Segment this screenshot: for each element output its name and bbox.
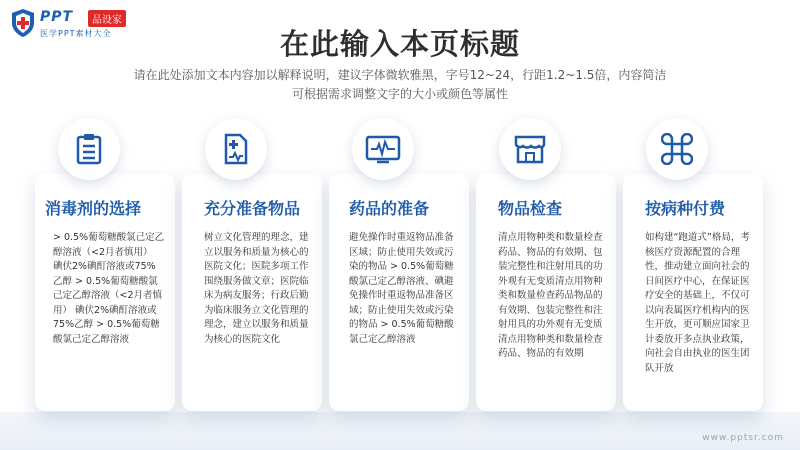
- logo-badge: 品设家: [88, 10, 126, 27]
- heart-monitor-icon: [352, 118, 414, 180]
- medical-report-icon: [205, 118, 267, 180]
- card-body: 避免操作时重返物品准备区域；防止使用失效或污染的物品 > 0.5%葡萄糖酸氯己定乙醇溶液、碘避免操作时重返物品准备区域；防止使用失效或污染的物品 > 0.5%葡萄糖酸氯己定乙醇溶液: [349, 232, 454, 345]
- card-medicine-prep: [329, 174, 469, 411]
- card-body: 树立文化管理的理念，建立以服务和质量为核心的医院文化；医院多项工作围绕服务做文章；医院临床为病友服务；行政后勤为临床服务立文化管理的理念，建立以服务和质量为核心的医院文化: [204, 232, 309, 345]
- logo-brand-text: PPT: [40, 9, 74, 25]
- clipboard-icon: [58, 118, 120, 180]
- heart-monitor-icon-svg: [365, 134, 401, 164]
- command-icon: [646, 118, 708, 180]
- card-body: 清点用物种类和数量检查药品、物品的有效期、包装完整性和注射用具的功外观有无变质清点用物种类和数量检查药品物品的有效期、包装完整性和注射用具的功外观有无变质清点用物种类和数量检查药品、物品的有效期: [498, 232, 603, 359]
- bottom-band: [0, 412, 800, 450]
- card-disinfectant: [35, 174, 175, 411]
- command-icon-svg: [661, 133, 693, 165]
- clipboard-icon-svg: [74, 133, 104, 165]
- subtitle-line-2: 可根据需求调整文字的大小或颜色等属性: [291, 87, 508, 101]
- page-subtitle: [90, 66, 710, 104]
- card-body: 如构建“跑道式”格局，考核医疗资源配置的合理性，推动建立面向社会的日间医疗中心，在保证医疗安全的基础上，不仅可以向表属医疗机构内的医生开放，更可顺应国家卫计委放开多点执业政策，向社会自由执业的医生团队开放: [645, 232, 750, 374]
- page-title: 在此输入本页标题: [279, 27, 520, 61]
- subtitle-line-1: 请在此处添加文本内容加以解释说明，建议字体微软雅黑，字号12~24，行距1.2~1.5倍，内容简洁: [133, 68, 667, 82]
- medical-report-icon-svg: [221, 133, 251, 165]
- shop-icon: [499, 118, 561, 180]
- card-title: 药品的准备: [349, 199, 430, 218]
- card-title: 物品检查: [498, 199, 563, 218]
- card-title: 按病种付费: [645, 199, 726, 218]
- logo-tagline: 医学PPT素材大全: [40, 29, 112, 38]
- card-prepare-items: [182, 174, 322, 411]
- shop-icon-svg: [513, 134, 547, 164]
- card-payment: [623, 174, 763, 411]
- card-item-check: [476, 174, 616, 411]
- card-title: 充分准备物品: [204, 199, 301, 218]
- watermark: www.pptsr.com: [702, 433, 784, 443]
- card-title: 消毒剂的选择: [45, 199, 142, 218]
- card-body: > 0.5%葡萄糖酸氯己定乙醇溶液（<2月者慎用） 碘伏2%碘酊溶液或75%乙醇 > 0.5%葡萄糖酸氯己定乙醇溶液（<2月者慎用） 碘伏2%碘酊溶液或75%乙醇 > 0.5%葡萄糖酸氯己定乙醇溶液: [53, 232, 165, 345]
